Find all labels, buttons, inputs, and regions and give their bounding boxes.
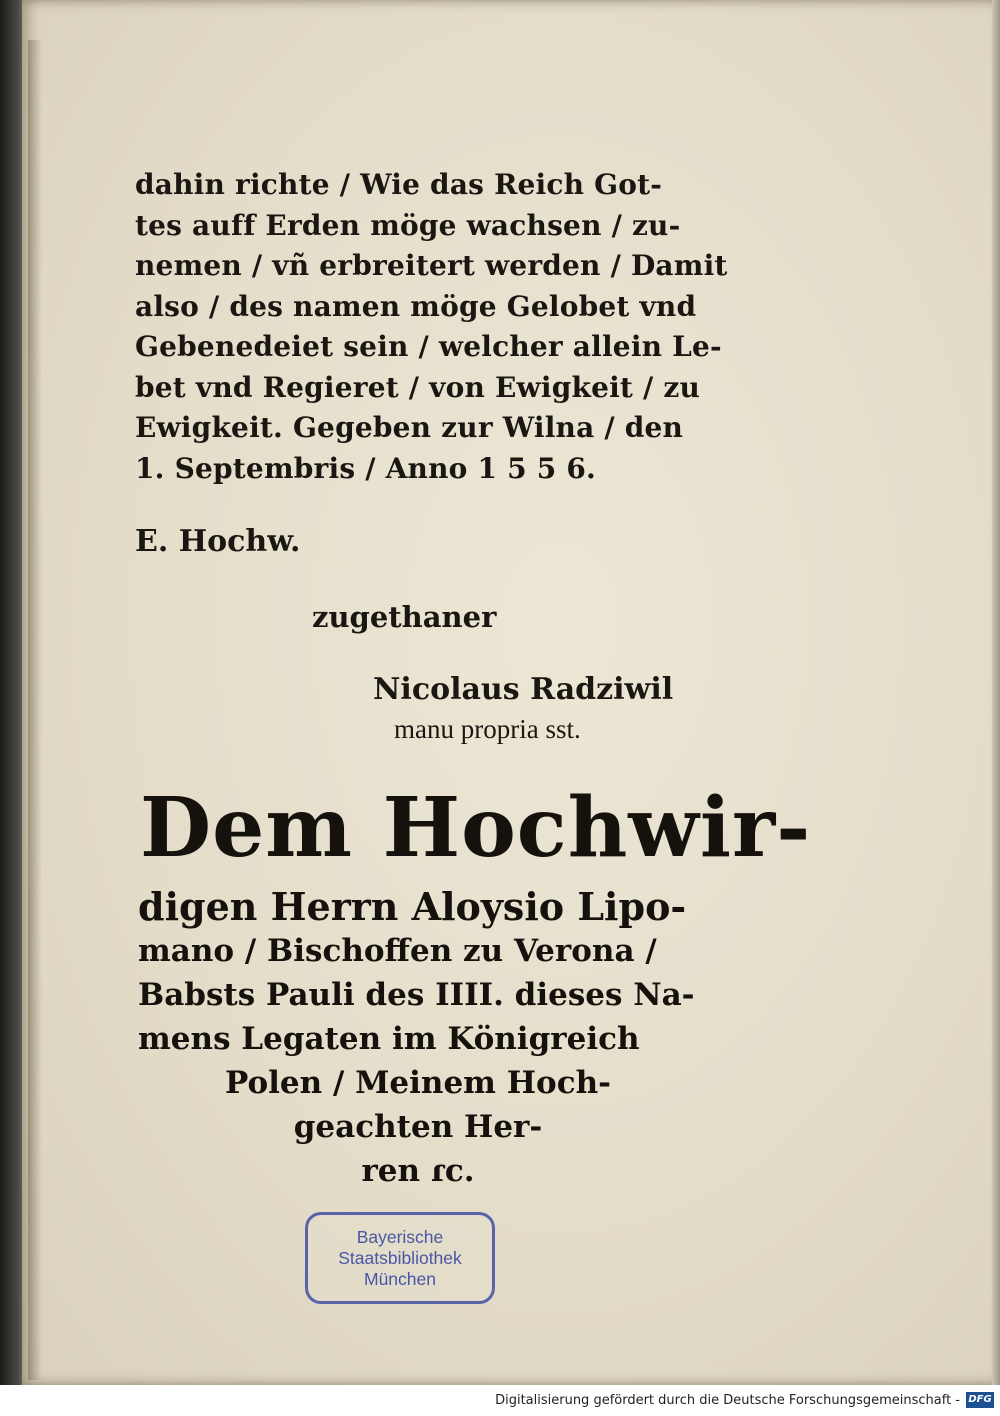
stamp-line: Staatsbibliothek: [338, 1247, 462, 1268]
body-line: bet vnd Regieret / von Ewigkeit / zu: [135, 370, 701, 404]
body-line: 1. Septembris / Anno 1 5 5 6.: [135, 451, 597, 485]
signature-note: manu propria sst.: [394, 714, 581, 744]
address-heading: Dem Hochwir-: [140, 780, 812, 876]
library-stamp: [305, 1212, 495, 1304]
stamp-line: Bayerische: [356, 1226, 444, 1247]
footer-bar: [0, 1385, 1000, 1416]
address-line: Babsts Pauli des IIII. dieses Na-: [138, 977, 695, 1013]
address-line: geachten Her-: [293, 1109, 543, 1145]
subscription: zugethaner: [312, 600, 497, 634]
body-line: Gebenedeiet sein / welcher allein Le-: [135, 330, 722, 363]
signature-name: Nicolaus Radziwil: [373, 672, 674, 707]
funding-notice: Digitalisierung gefördert durch die Deutsche Forschungsgemeinschaft -: [495, 1393, 960, 1408]
dfg-logo-icon: DFG: [966, 1392, 994, 1408]
body-line: nemen / vñ erbreitert werden / Damit: [135, 249, 728, 282]
address-line: digen Herrn Aloysio Lipo-: [138, 884, 687, 929]
closing-salutation: E. Hochw.: [135, 524, 301, 559]
address-line: ren ɾc.: [361, 1153, 475, 1189]
body-line: Ewigkeit. Gegeben zur Wilna / den: [135, 411, 684, 444]
letter-body: [135, 165, 728, 489]
address-block: [138, 885, 698, 1193]
page-right-edge: [992, 0, 1000, 1385]
body-line: dahin richte / Wie das Reich Got-: [135, 168, 663, 201]
stamp-line: München: [364, 1268, 436, 1289]
address-line: mens Legaten im Königreich: [138, 1021, 640, 1057]
address-line: mano / Bischoffen zu Verona /: [138, 933, 657, 969]
body-line: tes auff Erden möge wachsen / zu-: [135, 208, 681, 242]
spine-fold: [28, 40, 42, 1380]
address-line: Polen / Meinem Hoch-: [224, 1065, 612, 1101]
body-line: also / des namen möge Gelobet vnd: [135, 289, 697, 323]
